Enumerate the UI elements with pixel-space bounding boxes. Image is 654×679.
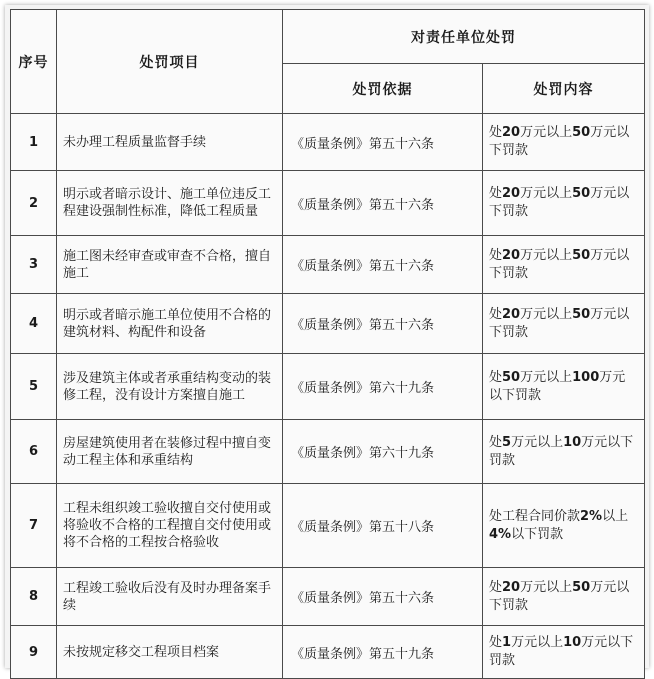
table-row xyxy=(11,354,645,420)
table-row xyxy=(11,171,645,236)
header-content: 处罚内容 xyxy=(483,64,645,114)
header-row-1 xyxy=(11,10,645,64)
penalty-table xyxy=(10,9,645,679)
row-number: 4 xyxy=(11,294,57,354)
amount-value: 20 xyxy=(502,125,521,140)
penalty-basis: 《质量条例》第六十九条 xyxy=(283,420,483,484)
penalty-item: 明示或者暗示施工单位使用不合格的建筑材料、构配件和设备 xyxy=(57,294,283,354)
amount-value: 20 xyxy=(502,306,521,322)
amount-value: 50 xyxy=(572,125,591,140)
content-text: 万元以下罚款 xyxy=(489,579,630,613)
header-item: 处罚项目 xyxy=(57,10,283,114)
penalty-basis: 《质量条例》第五十九条 xyxy=(283,626,483,679)
penalty-item: 未办理工程质量监督手续 xyxy=(57,114,283,171)
row-number: 7 xyxy=(11,484,57,568)
content-text: 处 xyxy=(489,434,503,450)
row-number: 2 xyxy=(11,171,57,236)
penalty-basis: 《质量条例》第五十六条 xyxy=(283,294,483,354)
table-row xyxy=(11,420,645,484)
amount-value: 4% xyxy=(489,526,512,542)
content-text: 万元以上 xyxy=(520,369,573,385)
content-text: 万元以上 xyxy=(511,635,564,650)
amount-value: 10 xyxy=(563,434,582,450)
content-text: 处 xyxy=(489,306,503,322)
amount-value: 20 xyxy=(502,579,521,595)
amount-value: 50 xyxy=(572,247,591,263)
content-text: 万元以上 xyxy=(520,306,573,322)
amount-value: 100 xyxy=(572,369,600,385)
penalty-content xyxy=(483,294,645,354)
content-text: 万元以下罚款 xyxy=(489,125,630,158)
table-row xyxy=(11,294,645,354)
row-number: 8 xyxy=(11,568,57,626)
penalty-item: 涉及建筑主体或者承重结构变动的装修工程，没有设计方案擅自施工 xyxy=(57,354,283,420)
content-text: 万元以上 xyxy=(520,579,573,595)
amount-value: 50 xyxy=(572,579,591,595)
table-row xyxy=(11,568,645,626)
amount-value: 20 xyxy=(502,247,521,263)
header-seq: 序号 xyxy=(11,10,57,114)
penalty-basis: 《质量条例》第五十六条 xyxy=(283,568,483,626)
penalty-basis: 《质量条例》第五十八条 xyxy=(283,484,483,568)
penalty-item: 房屋建筑使用者在装修过程中擅自变动工程主体和承重结构 xyxy=(57,420,283,484)
content-text: 处 xyxy=(489,125,503,140)
row-number: 6 xyxy=(11,420,57,484)
content-text: 万元以下罚款 xyxy=(489,186,630,219)
penalty-item: 明示或者暗示设计、施工单位违反工程建设强制性标准，降低工程质量 xyxy=(57,171,283,236)
content-text: 万元以下罚款 xyxy=(489,306,630,340)
content-text: 万元以下罚款 xyxy=(489,247,630,281)
content-text: 万元以上 xyxy=(520,247,573,263)
row-number: 1 xyxy=(11,114,57,171)
amount-value: 5 xyxy=(502,434,512,450)
content-text: 万元以上 xyxy=(511,434,564,450)
row-number: 3 xyxy=(11,236,57,294)
content-text: 处 xyxy=(489,369,503,385)
penalty-content xyxy=(483,236,645,294)
content-text: 处 xyxy=(489,247,503,263)
amount-value: 20 xyxy=(502,186,521,201)
amount-value: 1 xyxy=(502,635,512,650)
content-text: 处 xyxy=(489,186,503,201)
content-text: 万元以上 xyxy=(520,186,573,201)
content-text: 处 xyxy=(489,635,503,650)
document-frame xyxy=(5,5,649,668)
penalty-item: 施工图未经审查或审查不合格，擅自施工 xyxy=(57,236,283,294)
penalty-content xyxy=(483,354,645,420)
content-text: 万元以下罚款 xyxy=(489,369,626,403)
penalty-content xyxy=(483,626,645,679)
content-text: 万元以上 xyxy=(520,125,573,140)
header-basis: 处罚依据 xyxy=(283,64,483,114)
amount-value: 50 xyxy=(502,369,521,385)
penalty-content xyxy=(483,420,645,484)
content-text: 万元以下罚款 xyxy=(489,635,634,668)
penalty-basis: 《质量条例》第六十九条 xyxy=(283,354,483,420)
table-row xyxy=(11,484,645,568)
amount-value: 50 xyxy=(572,186,591,201)
amount-value: 2% xyxy=(580,508,603,524)
header-group: 对责任单位处罚 xyxy=(283,10,645,64)
table-row xyxy=(11,114,645,171)
content-text: 以上 xyxy=(602,508,629,524)
amount-value: 10 xyxy=(563,635,582,650)
penalty-item: 工程未组织竣工验收擅自交付使用或将验收不合格的工程擅自交付使用或将不合格的工程按合格验收 xyxy=(57,484,283,568)
penalty-content xyxy=(483,114,645,171)
penalty-item: 未按规定移交工程项目档案 xyxy=(57,626,283,679)
content-text: 处工程合同价款 xyxy=(489,508,581,524)
penalty-basis: 《质量条例》第五十六条 xyxy=(283,236,483,294)
penalty-content xyxy=(483,568,645,626)
content-text: 处 xyxy=(489,579,503,595)
table-row xyxy=(11,626,645,679)
penalty-content xyxy=(483,171,645,236)
row-number: 5 xyxy=(11,354,57,420)
penalty-basis: 《质量条例》第五十六条 xyxy=(283,114,483,171)
table-row xyxy=(11,236,645,294)
content-text: 以下罚款 xyxy=(511,526,564,542)
penalty-content xyxy=(483,484,645,568)
row-number: 9 xyxy=(11,626,57,679)
penalty-basis: 《质量条例》第五十六条 xyxy=(283,171,483,236)
table-body xyxy=(11,114,645,679)
content-text: 万元以下罚款 xyxy=(489,434,634,468)
penalty-item: 工程竣工验收后没有及时办理备案手续 xyxy=(57,568,283,626)
amount-value: 50 xyxy=(572,306,591,322)
